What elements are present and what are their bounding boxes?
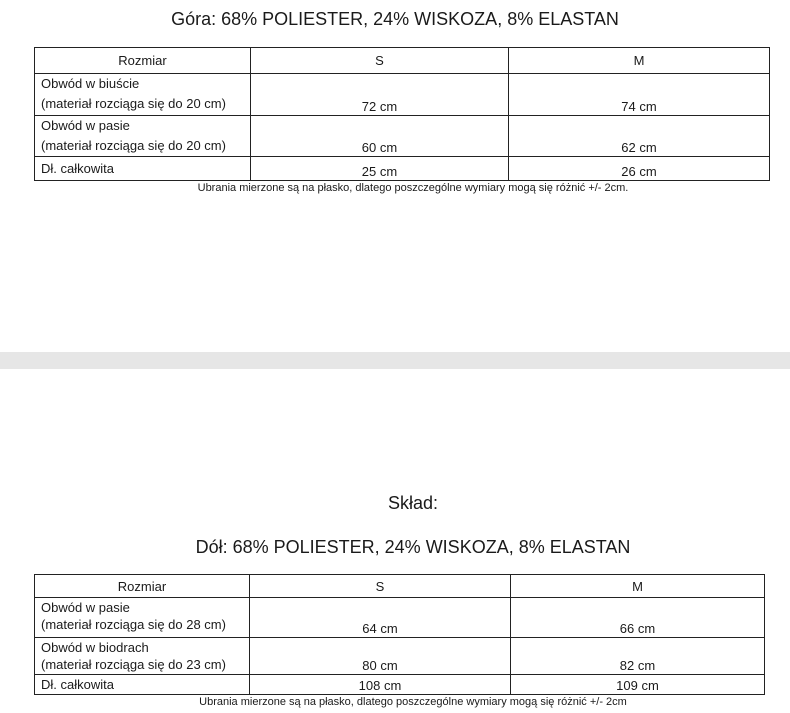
header-size: Rozmiar [35,575,250,598]
cell-m: 62 cm [509,116,770,157]
table-row [35,116,770,157]
row-label-main: Obwód w pasie [41,600,130,615]
row-label [35,638,250,675]
table-row [35,638,765,675]
row-label-main: Obwód w biodrach [41,640,149,655]
row-label-note: (materiał rozciąga się do 28 cm) [41,617,226,632]
table-row [35,598,765,638]
cell-s: 108 cm [250,675,511,695]
header-s: S [251,48,509,74]
cell-m: 66 cm [511,598,765,638]
header-m: M [511,575,765,598]
cell-m: 26 cm [509,157,770,181]
cell-s: 80 cm [250,638,511,675]
row-label [35,74,251,116]
table-row [35,157,770,181]
table-row [35,675,765,695]
composition-label: Skład: [387,493,439,513]
cell-s: 72 cm [251,74,509,116]
cell-s: 64 cm [250,598,511,638]
row-label [35,598,250,638]
cell-s: 60 cm [251,116,509,157]
section-separator [0,352,790,369]
row-label-main: Dł. całkowita [41,677,114,692]
bottom-heading: Dół: 68% POLIESTER, 24% WISKOZA, 8% ELASTAN [195,537,631,557]
row-label-main: Dł. całkowita [41,160,114,176]
row-label-note: (materiał rozciąga się do 20 cm) [41,96,226,111]
row-label-main: Obwód w pasie [41,118,130,133]
top-heading: Góra: 68% POLIESTER, 24% WISKOZA, 8% ELASTAN [171,9,619,29]
row-label [35,675,250,695]
table-header-row [35,48,770,74]
table-row [35,74,770,116]
cell-m: 82 cm [511,638,765,675]
row-label-note: (materiał rozciąga się do 20 cm) [41,138,226,153]
cell-m: 74 cm [509,74,770,116]
cell-s: 25 cm [251,157,509,181]
row-label [35,157,251,181]
top-measure-note: Ubrania mierzone są na płasko, dlatego poszczególne wymiary mogą się różnić +/- 2cm. [197,182,629,194]
header-s: S [250,575,511,598]
row-label-note: (materiał rozciąga się do 23 cm) [41,657,226,672]
row-label-main: Obwód w biuście [41,76,140,91]
header-size: Rozmiar [35,48,251,74]
bottom-size-table [34,574,765,695]
top-size-table [34,47,770,181]
cell-m: 109 cm [511,675,765,695]
table-header-row [35,575,765,598]
header-m: M [509,48,770,74]
bottom-measure-note: Ubrania mierzone są na płasko, dlatego poszczególne wymiary mogą się różnić +/- 2cm [199,696,627,708]
row-label [35,116,251,157]
